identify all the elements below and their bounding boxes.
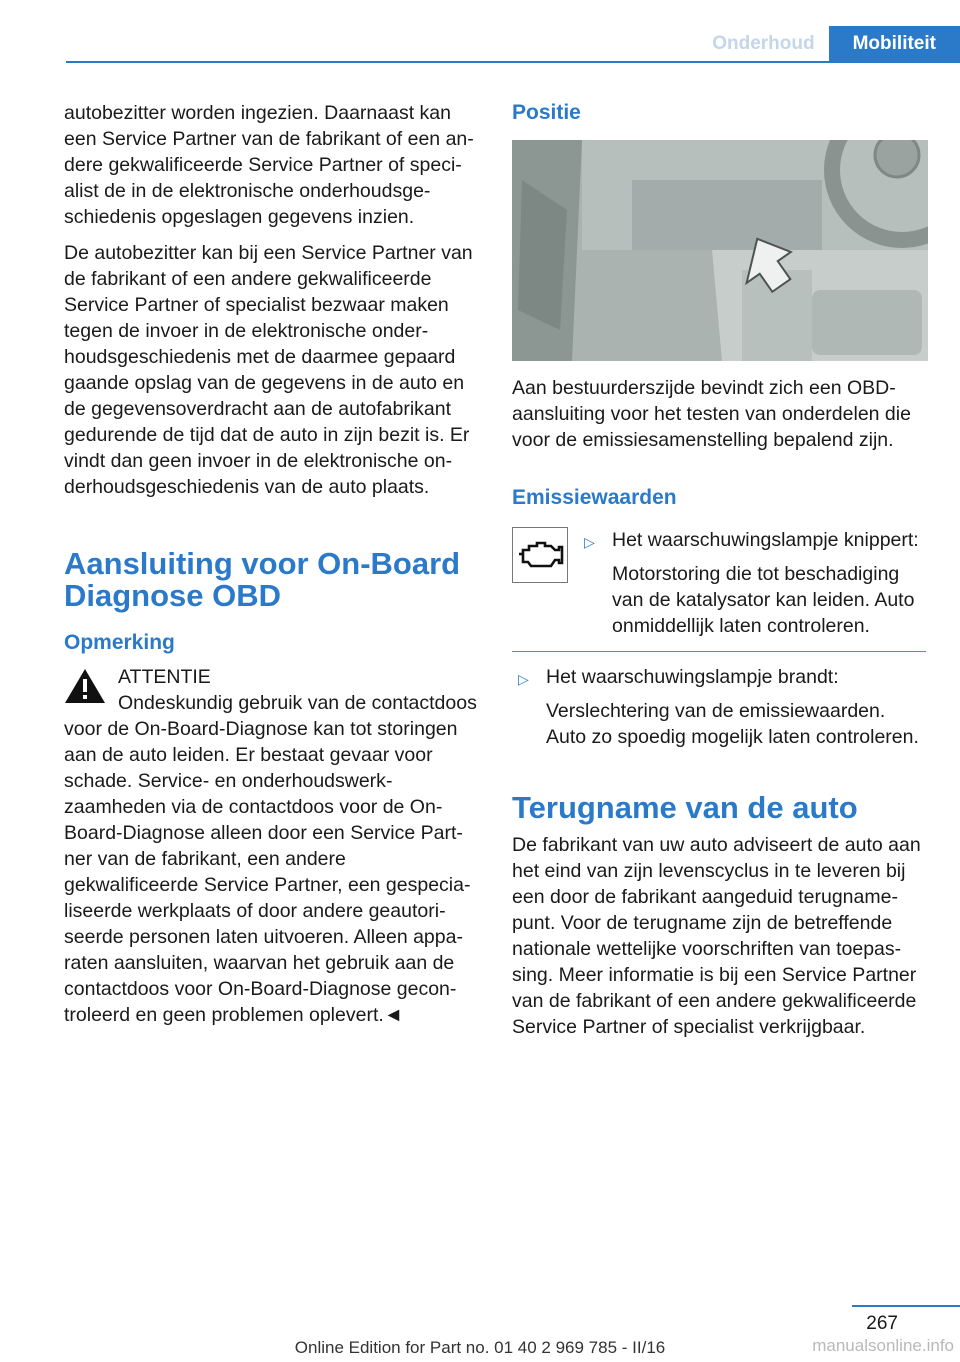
emission-list [512, 527, 926, 750]
tab-onderhoud[interactable]: Onderhoud [698, 26, 828, 62]
subsection-opmerking: Opmerking [64, 631, 175, 654]
section-title-terugname: Terugname van de auto [512, 790, 858, 825]
bullet1-body: Motorstoring die tot beschadiging van de katalysator kan leiden. Auto onmiddellijk laten controleren. [612, 563, 915, 637]
subsection-emissiewaarden: Emissiewaarden [512, 486, 677, 509]
watermark: manualsonline.info [812, 1336, 954, 1355]
warning-triangle-icon [64, 668, 106, 704]
bullet2-head: Het waarschuwingslampje brandt: [546, 666, 839, 688]
right-column [512, 100, 926, 1050]
bullet1-head: Het waarschuwingslampje knippert: [612, 529, 919, 551]
bullet-brandt [512, 664, 926, 750]
warning-label: ATTENTIE [118, 666, 211, 688]
bullet-marker-icon: ▷ [584, 534, 595, 550]
header-rule [66, 61, 960, 63]
left-column [64, 100, 478, 1038]
warning-text: Ondeskundig gebruik van de contactdoos voor de On-Board-Diagnose kan tot storingen aan de auto leiden. Er bestaat gevaar voor schade. Service- en onderhoudswerkzaamheden via de contactdoos voor de On-Board-Diagnose alleen door een Service Partner van de fabrikant, een andere gekwalificeerde Service Partner, een gespecialiseerde werkplaats of door andere geautoriseerde personen laten uitvoeren. Alleen apparaten aansluiten, waarvan het gebruik aan de contactdoos voor On-Board-Diagnose gecontroleerd en geen problemen oplevert.◄ [64, 692, 477, 1026]
page-number-rule [852, 1305, 960, 1307]
positie-text: Aan bestuurderszijde bevindt zich een OBD-aansluiting voor het testen van onderdelen die voor de emissiesamenstelling bepalend zijn. [512, 377, 911, 451]
terugname-text: De fabrikant van uw auto adviseert de auto aan het eind van zijn levenscyclus in te leveren bij een door de fabrikant aangeduid terugnamepunt. Voor de terugname zijn de betreffende nationale wettelijke voorschriften van toepassing. Meer informatie is bij een Service Partner van de fabrikant of een andere gekwalificeerde Service Partner of specialist verkrijgbaar. [512, 834, 921, 1038]
edition-footer: Online Edition for Part no. 01 40 2 969 785 - II/16 [294, 1338, 666, 1357]
paragraph-bezwaar: De autobezitter kan bij een Service Partner van de fabrikant of een andere gekwalificeerde Service Partner of specialist bezwaar maken tegen de invoer in de elektronische onderhoudsgeschiedenis met de daarmee gepaard gaande opslag van de gegevens in de auto en de gegevensoverdracht aan de autofabrikant gedurende de tijd dat de auto in zijn bezit is. Er vindt dan geen invoer in de elektronische onderhoudsgeschiedenis van de auto plaats. [64, 242, 473, 498]
subsection-positie: Positie [512, 101, 581, 124]
section-title-obd: Aansluiting voor On-Board Diagnose OBD [64, 546, 461, 613]
bullet2-body: Verslechtering van de emissiewaarden. Auto zo spoedig mogelijk laten controleren. [546, 700, 919, 748]
obd-location-photo [512, 140, 928, 361]
paragraph-inzien: autobezitter worden ingezien. Daarnaast kan een Service Partner van de fabrikant of een andere gekwalificeerde Service Partner of specialist de in de elektronische onderhoudsgeschiedenis opgeslagen gegevens inzien. [64, 102, 474, 228]
page-number: 267 [866, 1313, 898, 1334]
bullet-marker-icon: ▷ [518, 671, 529, 687]
bullet-divider [512, 651, 926, 652]
tab-mobiliteit[interactable]: Mobiliteit [829, 26, 960, 62]
warning-block [64, 664, 478, 1028]
bullet-knippert [512, 527, 926, 639]
header-tabs [698, 26, 960, 62]
